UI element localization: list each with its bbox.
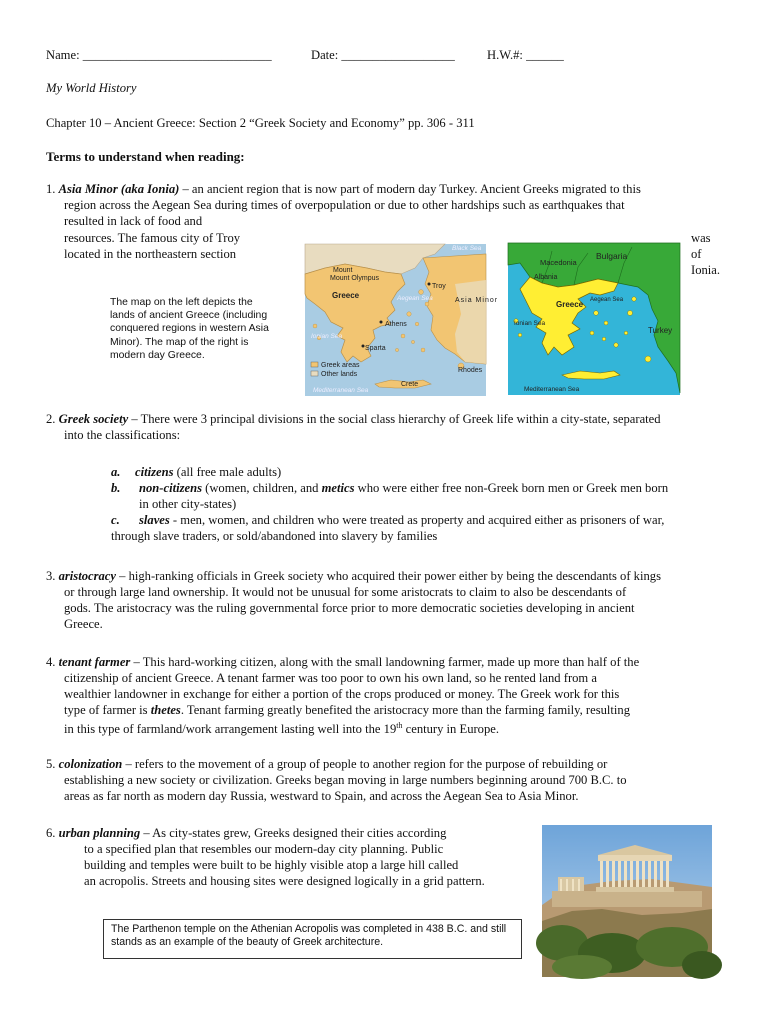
terms-heading: Terms to understand when reading: xyxy=(46,149,245,164)
term-label: aristocracy xyxy=(58,569,116,583)
label-aegean-sea-modern: Aegean Sea xyxy=(590,297,624,303)
label-troy: Troy xyxy=(432,283,446,290)
label-turkey: Turkey xyxy=(648,326,673,335)
term-tenant-farmer: 4. tenant farmer – This hard-working citizen, along with the small landowning farmer, made up more than half of the citizenship of ancient Greece. A tenant farmer was too poor to own his own land, so he rented land from a wealthier landowner in exchange for either a portion of the crops produced or money. The Greek work for this type of farmer is thetes. Tenant farming greatly benefited the aristocracy more than the farming family, resulting in this type of farmland/work arrangement lasting well into the 19th century in Europe. xyxy=(46,655,640,737)
term-colonization: 5. colonization – refers to the movement of a group of people to another region for the purpose of rebuilding or establishing a new society or civilization. Greeks began moving in large numbers beginning around 700 B.C. to areas as far north as modern day Russia, westward to Spain, and across the Aegean Sea to Asia Minor. xyxy=(46,757,627,803)
term-aristocracy: 3. aristocracy – high-ranking officials in Greek society who acquired their power either by being the descendants of kings or through large land ownership. It would not be unusual for some aristocrats to claim to also be descendants of gods. The aristocracy was the ruling governmental force prior to more democratic societies developing in ancient Greece. xyxy=(46,569,661,631)
term-urban-planning: 6. urban planning – As city-states grew, Greeks designed their cities according to a specified plan that resembles our modern-day city planning. Public building and temples were built to be highly visible atop a large hill called an acropolis. Streets and housing sites were designed logically in a grid pattern. xyxy=(46,826,485,888)
label-bulgaria: Bulgaria xyxy=(596,251,628,261)
society-class-list: a. citizens (all free male adults) b. non-citizens (women, children, and metics who were either free non-Greek born men or Greek men born in other city-states) c. slaves - men, women, and children who were treated as property and acquired either as prisoners of war, through slave traders, or sold/abandoned into slavery by families xyxy=(111,464,731,544)
label-asia-minor: Asia Minor xyxy=(455,297,499,304)
label-rhodes: Rhodes xyxy=(458,367,483,374)
name-field: Name: ______________________________ xyxy=(46,48,272,62)
label-ionian-sea: Ionian Sea xyxy=(311,333,343,340)
label-macedonia: Macedonia xyxy=(540,258,577,267)
term-asia-minor-right1: was xyxy=(691,231,711,245)
map-caption: The map on the left depicts the lands of ancient Greece (including conquered regions in western Asia Minor). The map of the right is modern day Greece. xyxy=(110,297,269,361)
term-asia-minor-right3: Ionia. xyxy=(691,263,721,277)
term-label: urban planning xyxy=(58,826,141,840)
term-asia-minor-line4: resources. The famous city of Troy xyxy=(64,231,241,245)
label-albania: Albania xyxy=(534,274,558,281)
term-label: Asia Minor (aka Ionia) xyxy=(58,182,180,196)
label-aegean-sea: Aegean Sea xyxy=(397,295,433,302)
label-mount-olympus: Mount Olympus xyxy=(330,275,380,282)
label-mount-olympus-1: Mount xyxy=(333,267,353,274)
class-non-citizens: b. non-citizens (women, children, and metics who were either free non-Greek born men or Greek men born xyxy=(111,481,669,495)
term-label: Greek society xyxy=(58,412,129,426)
legend-greek-areas: Greek areas xyxy=(321,362,360,369)
term-greek-society: 2. Greek society – There were 3 principal divisions in the social class hierarchy of Greek life within a city-state, separated into the classifications: xyxy=(46,412,661,442)
label-athens: Athens xyxy=(385,321,407,328)
label-crete: Crete xyxy=(401,381,419,388)
term-asia-minor: 1. Asia Minor (aka Ionia) – an ancient region that is now part of modern day Turkey. Ancient Greeks migrated to this region across the Aegean Sea during times of overpopulation or due to other hardships such as earthquakes that resulted in lack of food and xyxy=(46,182,641,228)
parthenon-photo xyxy=(542,825,712,977)
label-mediterranean-sea: Mediterranean Sea xyxy=(313,387,369,394)
ancient-greece-map xyxy=(305,244,499,396)
legend-other-lands: Other lands xyxy=(321,371,358,378)
homework-number-field: H.W.#: ______ xyxy=(487,48,564,62)
parthenon-caption: The Parthenon temple on the Athenian Acropolis was completed in 438 B.C. and still stands as an example of the beauty of Greek architecture. xyxy=(103,919,522,959)
chapter-title: Chapter 10 – Ancient Greece: Section 2 “Greek Society and Economy” pp. 306 - 311 xyxy=(46,116,475,130)
class-slaves: c. slaves - men, women, and children who were treated as property and acquired either as prisoners of war, xyxy=(111,513,665,527)
class-citizens: a. citizens (all free male adults) xyxy=(111,465,282,479)
date-field: Date: __________________ xyxy=(311,48,455,62)
term-asia-minor-line5: located in the northeastern section xyxy=(64,247,237,261)
label-greece: Greece xyxy=(332,291,360,300)
course-title: My World History xyxy=(46,81,137,95)
term-label: colonization xyxy=(58,757,123,771)
label-greece-modern: Greece xyxy=(556,300,584,309)
term-asia-minor-right2: of xyxy=(691,247,702,261)
modern-greece-map xyxy=(508,243,680,395)
label-sparta: Sparta xyxy=(365,345,386,352)
label-ionian-sea-modern: Ionian Sea xyxy=(514,320,546,327)
label-mediterranean-sea-modern: Mediterranean Sea xyxy=(524,386,580,393)
term-label: tenant farmer xyxy=(58,655,131,669)
label-black-sea: Black Sea xyxy=(452,245,482,252)
